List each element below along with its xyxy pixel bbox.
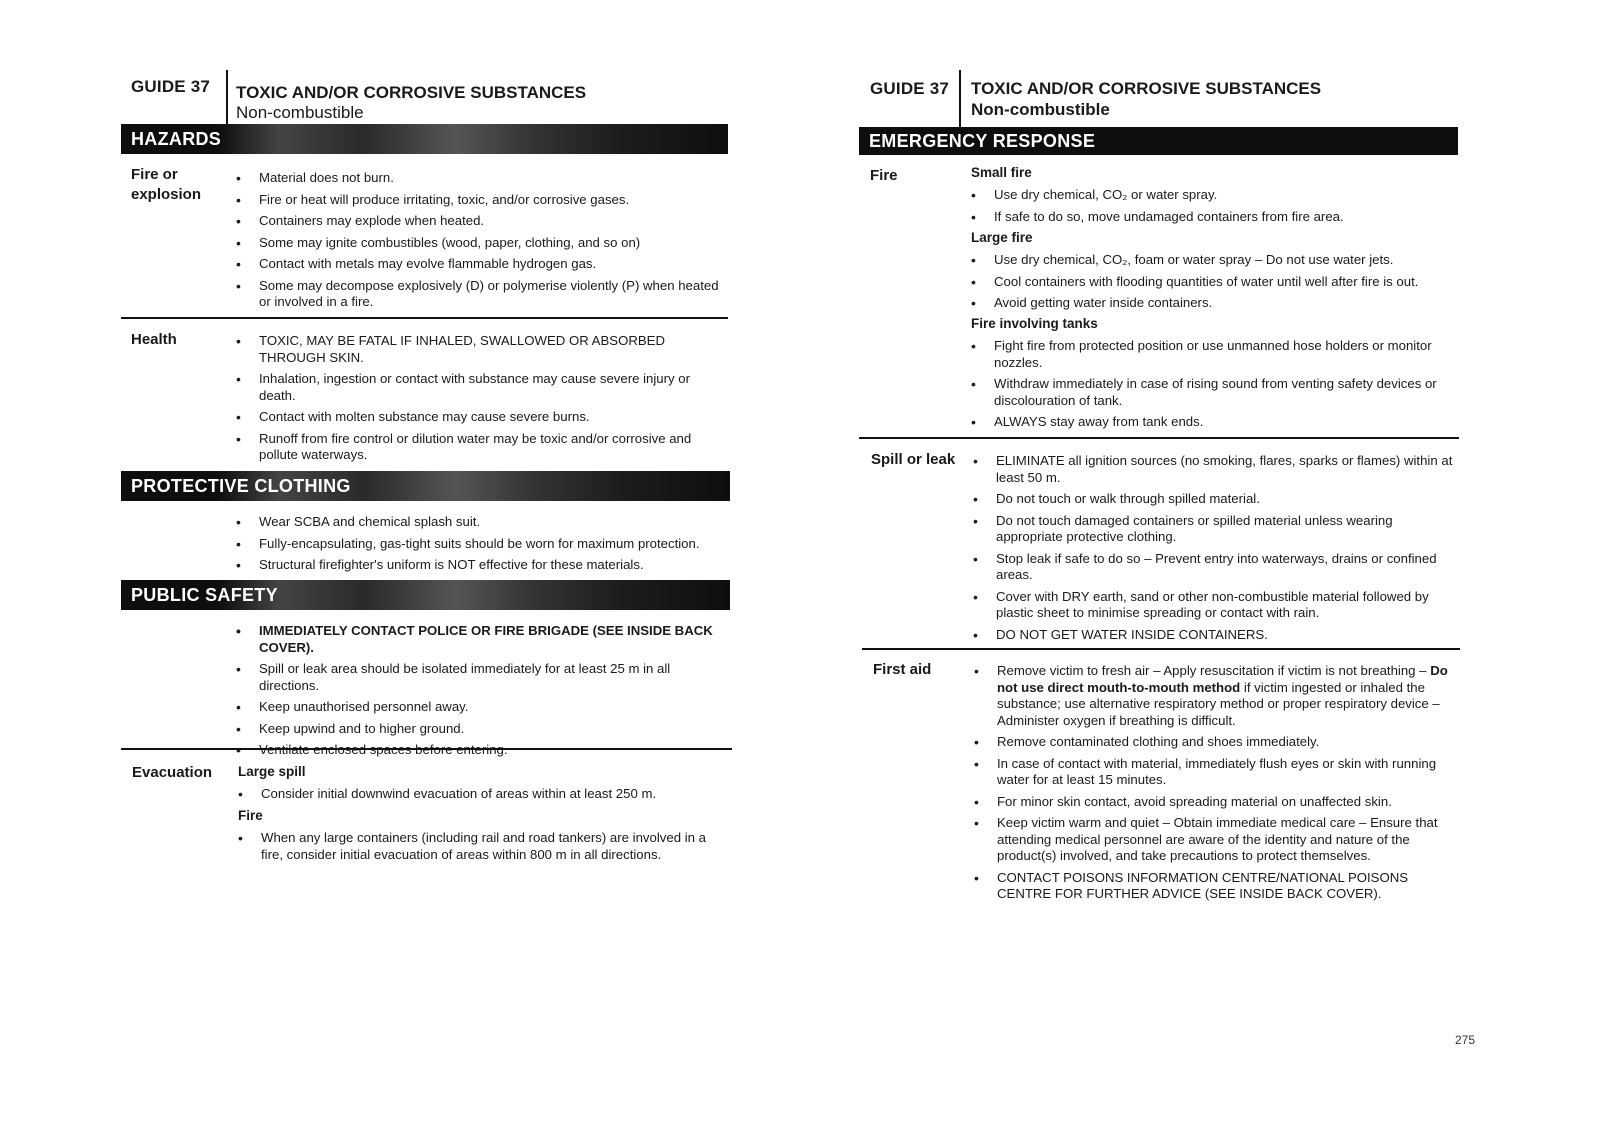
protective-clothing-list [236, 514, 731, 579]
list-item: • Keep victim warm and quiet – Obtain immediate medical care – Ensure that attending medical personnel are aware of the identity and nature of the product(s) involved, and take precautions to protect themselves. [974, 815, 1454, 865]
fire-explosion-list [236, 170, 726, 316]
list-item: • In case of contact with material, immediately flush eyes or skin with running water for at least 15 minutes. [974, 756, 1454, 789]
list-item: • Cover with DRY earth, sand or other non-combustible material followed by plastic sheet to minimise spreading or contact with rain. [973, 589, 1453, 622]
list-item: • Avoid getting water inside containers. [971, 295, 1451, 312]
guide-subtitle: Non-combustible [971, 100, 1110, 119]
list-item: • Inhalation, ingestion or contact with substance may cause severe injury or death. [236, 371, 726, 404]
list-item: • Do not touch damaged containers or spilled material unless wearing appropriate protective clothing. [973, 513, 1453, 546]
list-item: • Structural firefighter's uniform is NOT effective for these materials. [236, 557, 731, 574]
list-item: • Remove contaminated clothing and shoes immediately. [974, 734, 1454, 751]
guide-title: TOXIC AND/OR CORROSIVE SUBSTANCES [236, 83, 587, 102]
page-number: 275 [1455, 1033, 1476, 1047]
tanks-list [971, 338, 1451, 436]
list-item: • TOXIC, MAY BE FATAL IF INHALED, SWALLOWED OR ABSORBED THROUGH SKIN. [236, 333, 726, 366]
list-item: • Some may decompose explosively (D) or polymerise violently (P) when heated or involved in a fire. [236, 278, 726, 311]
section-divider [121, 748, 732, 750]
list-item: • For minor skin contact, avoid spreading material on unaffected skin. [974, 794, 1454, 811]
tanks-heading: Fire involving tanks [971, 316, 1098, 331]
large-fire-heading: Large fire [971, 230, 1033, 245]
health-list [236, 333, 726, 469]
public-safety-list [236, 623, 731, 764]
guide-subtitle: Non-combustible [236, 103, 364, 122]
list-item: • IMMEDIATELY CONTACT POLICE OR FIRE BRIGADE (SEE INSIDE BACK COVER). [236, 623, 731, 656]
list-item: • Fight fire from protected position or use unmanned hose holders or monitor nozzles. [971, 338, 1451, 371]
list-item: • Runoff from fire control or dilution water may be toxic and/or corrosive and pollute waterways. [236, 431, 726, 464]
list-item: • Do not touch or walk through spilled material. [973, 491, 1453, 508]
first-aid-list [974, 663, 1454, 908]
list-item: • Stop leak if safe to do so – Prevent entry into waterways, drains or confined areas. [973, 551, 1453, 584]
fire-explosion-label: Fire or explosion [131, 166, 202, 203]
list-item: • Wear SCBA and chemical splash suit. [236, 514, 731, 531]
list-item: • DO NOT GET WATER INSIDE CONTAINERS. [973, 627, 1453, 644]
list-item: • Keep unauthorised personnel away. [236, 699, 731, 716]
list-item [236, 742, 731, 759]
list-item: • CONTACT POISONS INFORMATION CENTRE/NATIONAL POISONS CENTRE FOR FURTHER ADVICE (SEE INSIDE BACK COVER). [974, 870, 1454, 903]
evac-fire-heading: Fire [238, 808, 263, 823]
list-item: • Fire or heat will produce irritating, toxic, and/or corrosive gases. [236, 192, 726, 209]
list-item: • ALWAYS stay away from tank ends. [971, 414, 1451, 431]
section-divider [859, 437, 1459, 439]
evacuation-label: Evacuation [132, 764, 213, 781]
list-item: • If safe to do so, move undamaged containers from fire area. [971, 209, 1451, 226]
list-item: • Withdraw immediately in case of rising sound from venting safety devices or discolouration of tank. [971, 376, 1451, 409]
list-item: • Consider initial downwind evacuation of areas within at least 250 m. [238, 786, 718, 803]
list-item: • Contact with molten substance may cause severe burns. [236, 409, 726, 426]
spill-leak-list [973, 453, 1453, 648]
list-item: • Use dry chemical, CO₂, foam or water spray – Do not use water jets. [971, 252, 1451, 269]
guide-title: TOXIC AND/OR CORROSIVE SUBSTANCES [971, 79, 1322, 98]
list-item: • Some may ignite combustibles (wood, paper, clothing, and so on) [236, 235, 726, 252]
list-item: • Cool containers with flooding quantities of water until well after fire is out. [971, 274, 1451, 291]
list-item: • ELIMINATE all ignition sources (no smoking, flares, sparks or flames) within at least 50 m. [973, 453, 1453, 486]
large-spill-heading: Large spill [238, 764, 306, 779]
health-label: Health [131, 331, 177, 348]
evac-fire-list [238, 830, 718, 868]
section-divider [862, 648, 1460, 650]
emergency-response-heading: EMERGENCY RESPONSE [859, 127, 1458, 155]
list-item: • Contact with metals may evolve flammable hydrogen gas. [236, 256, 726, 273]
list-item: • When any large containers (including rail and road tankers) are involved in a fire, consider initial evacuation of areas within 800 m in all directions. [238, 830, 718, 863]
hazards-heading: HAZARDS [121, 124, 728, 154]
fire-label: Fire [870, 167, 898, 184]
small-fire-list [971, 187, 1451, 230]
large-spill-list [238, 786, 718, 808]
section-divider [121, 317, 728, 319]
first-aid-label: First aid [873, 661, 932, 678]
list-item: • Fully-encapsulating, gas-tight suits should be worn for maximum protection. [236, 536, 731, 553]
large-fire-list [971, 252, 1451, 317]
right-page [800, 0, 1599, 1130]
list-item: • Spill or leak area should be isolated immediately for at least 25 m in all directions. [236, 661, 731, 694]
protective-clothing-heading: PROTECTIVE CLOTHING [121, 471, 730, 501]
list-item: • Material does not burn. [236, 170, 726, 187]
guide-number: GUIDE 37 [870, 79, 950, 98]
list-item: • Use dry chemical, CO₂ or water spray. [971, 187, 1451, 204]
public-safety-heading: PUBLIC SAFETY [121, 580, 730, 610]
guide-number: GUIDE 37 [131, 77, 211, 96]
list-item: • Remove victim to fresh air – Apply resuscitation if victim is not breathing – Do not use direct mouth-to-mouth method if victim ingested or inhaled the substance; use alternative respiratory method or proper respiratory device – Administer oxygen if breathing is difficult. [974, 663, 1454, 729]
list-item: • Containers may explode when heated. [236, 213, 726, 230]
header-divider [226, 70, 228, 124]
spill-leak-label: Spill or leak [871, 451, 956, 468]
list-item: • Keep upwind and to higher ground. [236, 721, 731, 738]
header-divider [959, 70, 961, 128]
small-fire-heading: Small fire [971, 165, 1032, 180]
